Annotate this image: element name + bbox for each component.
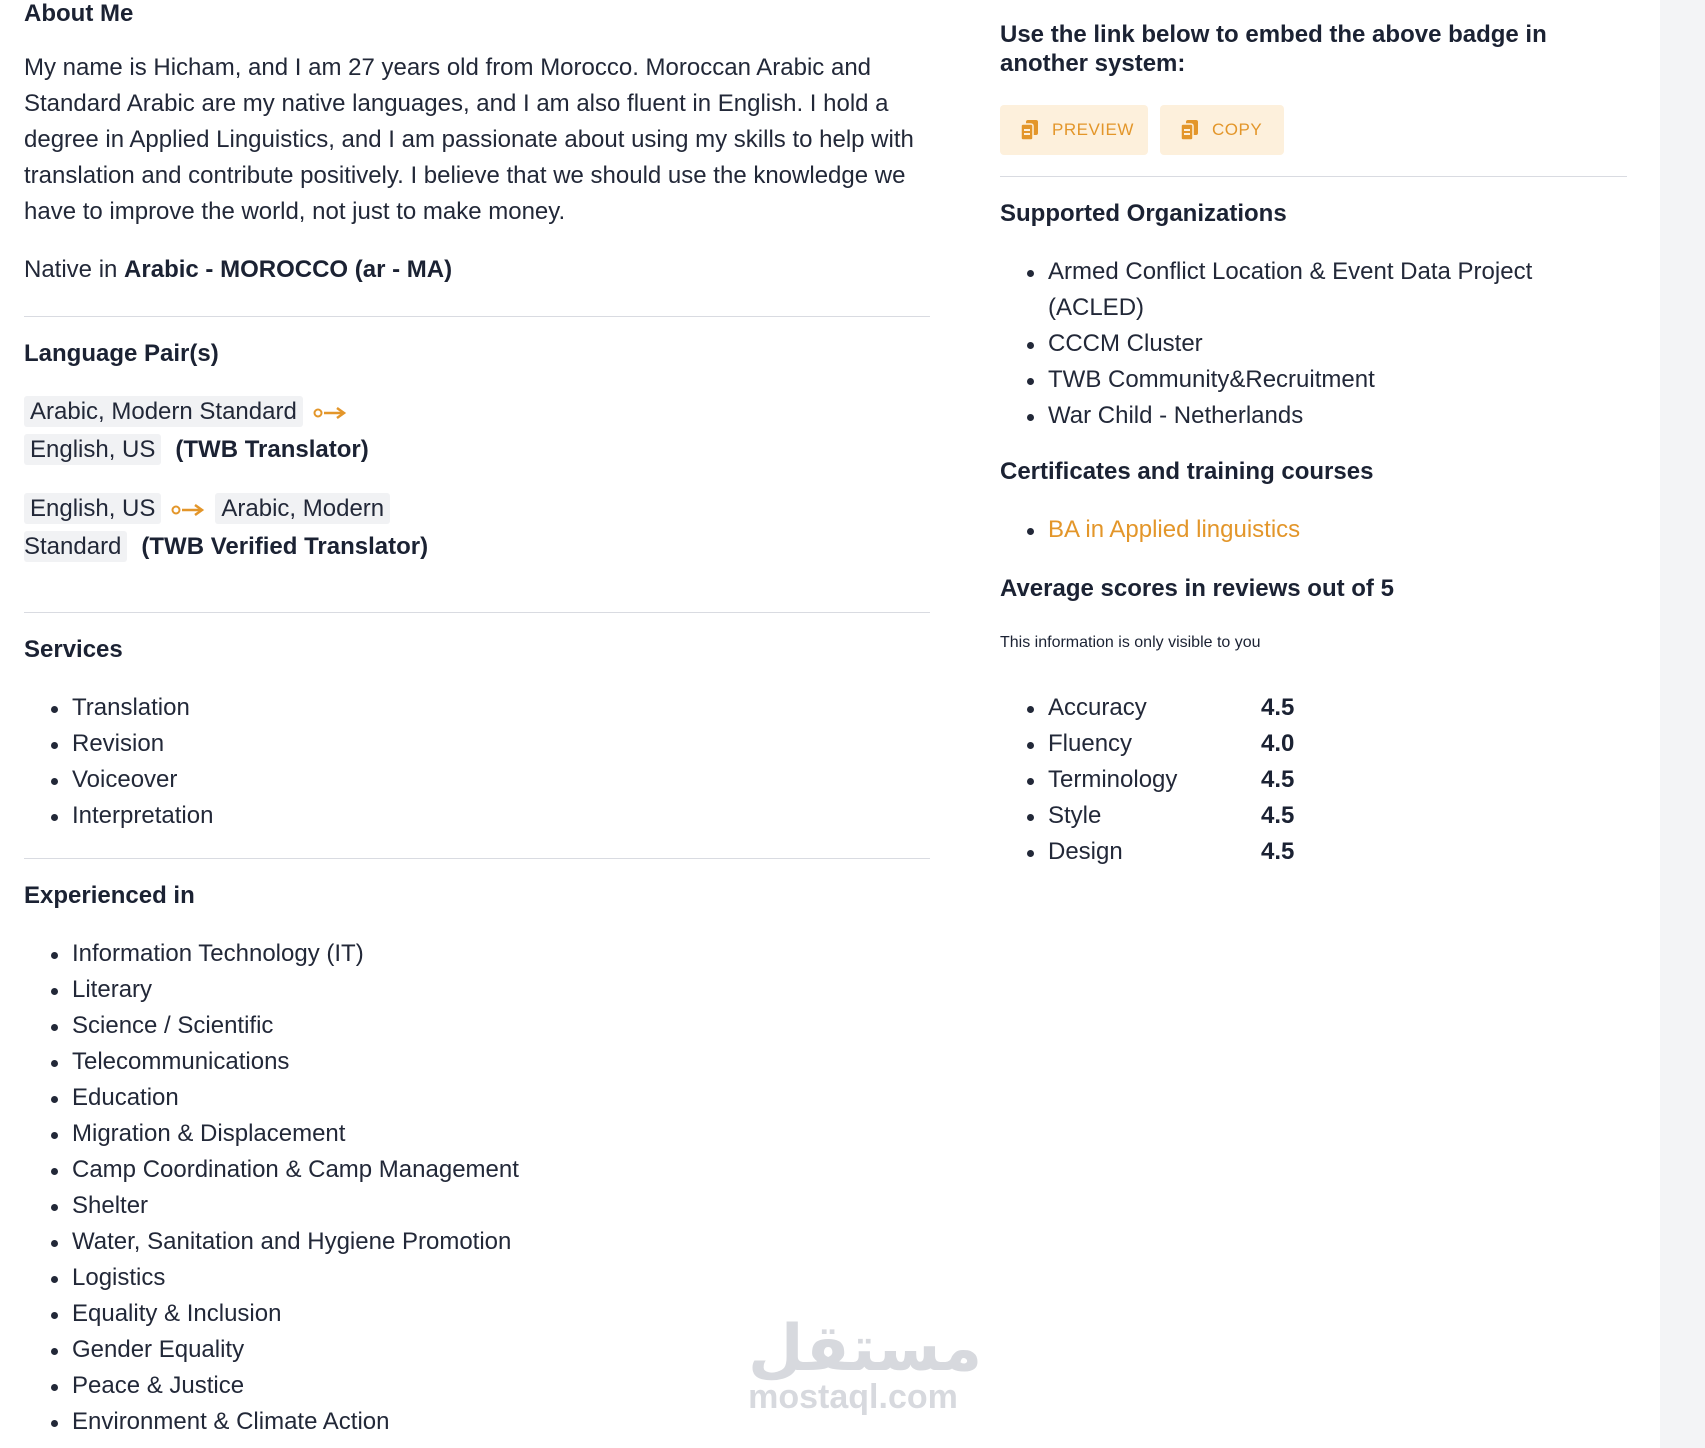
list-item bbox=[1000, 512, 1300, 548]
certificate-link[interactable]: BA in Applied linguistics bbox=[1048, 516, 1301, 543]
list-item: Information Technology (IT) bbox=[24, 936, 519, 972]
translator-role: (TWB Verified Translator) bbox=[141, 533, 429, 561]
score-row bbox=[1000, 762, 1348, 798]
native-language-line bbox=[24, 256, 452, 284]
arrow-right-icon bbox=[171, 491, 205, 528]
list-item: CCCM Cluster bbox=[1000, 326, 1608, 362]
arrow-right-icon bbox=[313, 394, 347, 431]
target-language-cont: Standard bbox=[24, 531, 127, 562]
score-row bbox=[1000, 726, 1348, 762]
native-language: Arabic - MOROCCO (ar - MA) bbox=[124, 256, 453, 283]
score-value: 4.5 bbox=[1261, 838, 1295, 865]
score-value: 4.5 bbox=[1261, 766, 1295, 793]
score-label: Accuracy bbox=[1048, 694, 1147, 721]
score-label: Style bbox=[1048, 802, 1102, 829]
list-item: Logistics bbox=[24, 1260, 519, 1296]
list-item: Camp Coordination & Camp Management bbox=[24, 1152, 519, 1188]
score-row bbox=[1000, 798, 1348, 834]
section-divider bbox=[24, 858, 930, 859]
score-label: Design bbox=[1048, 838, 1123, 865]
native-prefix: Native in bbox=[24, 256, 118, 283]
list-item: Interpretation bbox=[24, 798, 213, 834]
services-heading: Services bbox=[24, 636, 123, 663]
list-item: Equality & Inclusion bbox=[24, 1296, 519, 1332]
experienced-in-heading: Experienced in bbox=[24, 882, 195, 909]
section-divider bbox=[1000, 176, 1627, 177]
list-item: Gender Equality bbox=[24, 1332, 519, 1368]
list-item: Telecommunications bbox=[24, 1044, 519, 1080]
copy-label: COPY bbox=[1212, 120, 1263, 139]
source-language: Arabic, Modern Standard bbox=[24, 396, 303, 427]
list-item: Armed Conflict Location & Event Data Project (ACLED) bbox=[1000, 254, 1608, 326]
about-me-text: My name is Hicham, and I am 27 years old from Morocco. Moroccan Arabic and Standard Arabic are my native languages, and I am also fluent in English. I hold a degree in Applied Linguistics, and I am passionate about using my skills to help with translation and contribute positively. I believe that we should use the knowledge we have to improve the world, not just to make money. bbox=[24, 54, 914, 225]
list-item: Education bbox=[24, 1080, 519, 1116]
supported-organizations-heading: Supported Organizations bbox=[1000, 200, 1287, 227]
page-scroll-gutter bbox=[1660, 0, 1705, 1448]
watermark-arabic: مستقل bbox=[748, 1312, 983, 1386]
list-item: Environment & Climate Action bbox=[24, 1404, 519, 1440]
section-divider bbox=[24, 316, 930, 317]
score-row bbox=[1000, 834, 1348, 870]
list-item: Shelter bbox=[24, 1188, 519, 1224]
preview-label: PREVIEW bbox=[1052, 120, 1134, 139]
copy-document-icon bbox=[1180, 119, 1200, 141]
list-item: War Child - Netherlands bbox=[1000, 398, 1608, 434]
certificates-heading: Certificates and training courses bbox=[1000, 458, 1374, 485]
visibility-note: This information is only visible to you bbox=[1000, 634, 1261, 651]
services-list bbox=[24, 690, 213, 834]
preview-button[interactable] bbox=[1000, 105, 1148, 155]
section-divider bbox=[24, 612, 930, 613]
list-item: Water, Sanitation and Hygiene Promotion bbox=[24, 1224, 519, 1260]
watermark-latin: mostaql.com bbox=[748, 1378, 958, 1416]
score-value: 4.5 bbox=[1261, 694, 1295, 721]
target-language: English, US bbox=[24, 434, 161, 465]
experience-list bbox=[24, 936, 519, 1440]
embed-badge-heading: Use the link below to embed the above badge in another system: bbox=[1000, 21, 1547, 77]
copy-button[interactable] bbox=[1160, 105, 1284, 155]
about-me-heading: About Me bbox=[24, 0, 134, 27]
language-pair-2 bbox=[24, 490, 724, 565]
list-item: Peace & Justice bbox=[24, 1368, 519, 1404]
translator-role: (TWB Translator) bbox=[175, 436, 369, 464]
score-label: Terminology bbox=[1048, 766, 1178, 793]
scores-list bbox=[1000, 690, 1348, 870]
list-item: Revision bbox=[24, 726, 213, 762]
language-pairs-heading: Language Pair(s) bbox=[24, 340, 219, 367]
copy-document-icon bbox=[1020, 119, 1040, 141]
source-language: English, US bbox=[24, 493, 161, 524]
score-value: 4.5 bbox=[1261, 802, 1295, 829]
score-row bbox=[1000, 690, 1348, 726]
target-language: Arabic, Modern bbox=[215, 493, 390, 524]
score-value: 4.0 bbox=[1261, 730, 1295, 757]
list-item: Migration & Displacement bbox=[24, 1116, 519, 1152]
average-scores-heading: Average scores in reviews out of 5 bbox=[1000, 575, 1394, 602]
list-item: Translation bbox=[24, 690, 213, 726]
list-item: Voiceover bbox=[24, 762, 213, 798]
list-item: Science / Scientific bbox=[24, 1008, 519, 1044]
certificates-list bbox=[1000, 512, 1300, 548]
score-label: Fluency bbox=[1048, 730, 1133, 757]
organizations-list bbox=[1000, 254, 1608, 434]
list-item: TWB Community&Recruitment bbox=[1000, 362, 1608, 398]
language-pair-1 bbox=[24, 393, 724, 468]
mostaql-watermark bbox=[748, 1312, 983, 1416]
list-item: Literary bbox=[24, 972, 519, 1008]
